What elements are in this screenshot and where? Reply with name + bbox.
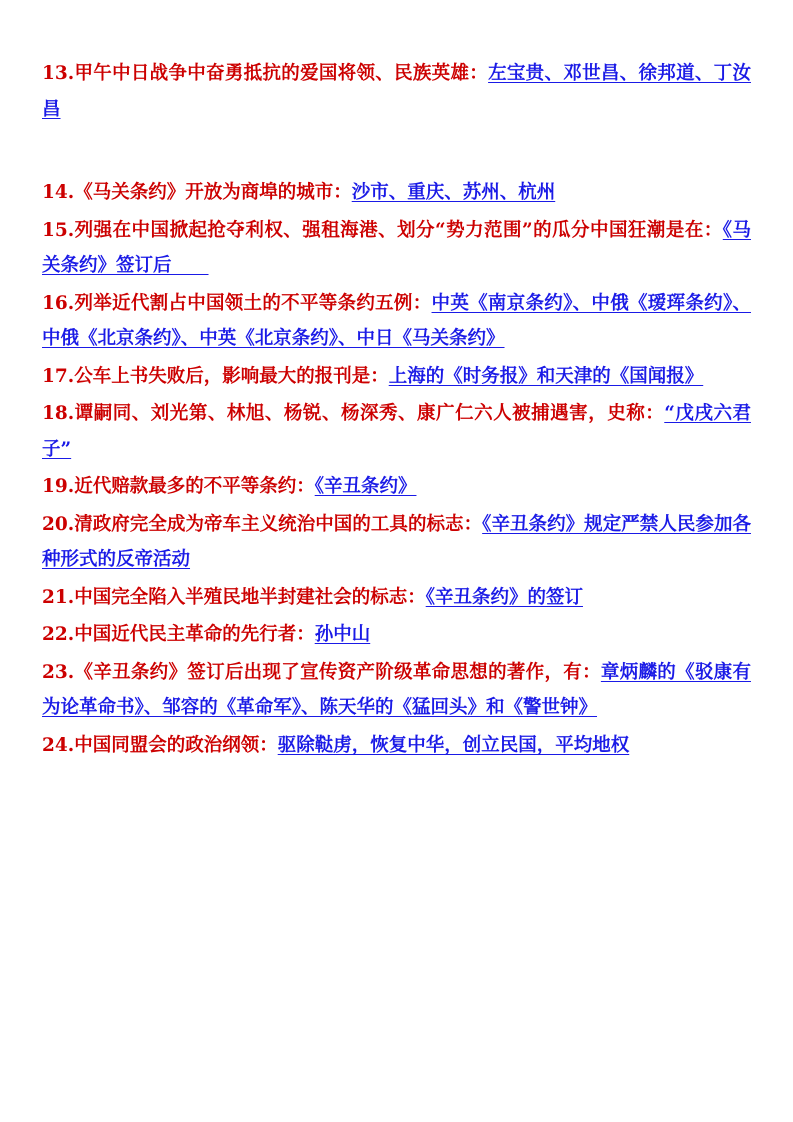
question-answer: “戊戌六君子” bbox=[42, 403, 751, 460]
question-number: 16. bbox=[42, 292, 75, 314]
question-answer: 《辛丑条约》 bbox=[314, 476, 417, 498]
question-answer: 中英《南京条约》、中俄《瑷珲条约》、中俄《北京条约》、中英《北京条约》、中日《马关条约》 bbox=[42, 292, 751, 350]
question-stem: 清政府完全成为帝车主义统治中国的工具的标志： bbox=[74, 513, 483, 535]
question-number: 20. bbox=[42, 513, 75, 535]
question-number: 15. bbox=[42, 219, 75, 241]
question-answer: 《辛丑条约》规定严禁人民参加各种形式的反帝活动 bbox=[42, 513, 751, 571]
question-number: 13. bbox=[42, 63, 75, 84]
question-answer: 驱除鞑虏，恢复中华，创立民国，平均地权 bbox=[277, 734, 630, 756]
question-answer: 《马关条约》签订后 bbox=[42, 219, 751, 277]
question-item bbox=[42, 507, 751, 578]
question-answer: 左宝贵、邓世昌、徐邦道、丁汝昌 bbox=[42, 63, 751, 120]
question-answer: 上海的《时务报》和天津的《国闻报》 bbox=[388, 365, 704, 387]
question-stem: 公车上书失败后，影响最大的报刊是： bbox=[74, 365, 389, 387]
question-item bbox=[42, 213, 751, 284]
question-number: 18. bbox=[42, 403, 75, 425]
question-item bbox=[42, 396, 751, 467]
question-stem: 《辛丑条约》签订后出现了宣传资产阶级革命思想的著作，有： bbox=[74, 661, 601, 683]
question-item bbox=[42, 617, 751, 653]
question-answer: 沙市、重庆、苏州、杭州 bbox=[351, 182, 556, 204]
question-answer: 孙中山 bbox=[314, 624, 371, 646]
question-number: 21. bbox=[42, 586, 75, 608]
document-body bbox=[42, 48, 751, 763]
question-stem: 列举近代割占中国领土的不平等条约五例： bbox=[74, 292, 432, 314]
question-number: 19. bbox=[42, 476, 75, 498]
paragraph-spacer bbox=[42, 129, 751, 175]
question-stem: 中国同盟会的政治纲领： bbox=[74, 734, 278, 756]
question-stem: 甲午中日战争中奋勇抵抗的爱国将领、民族英雄： bbox=[74, 63, 489, 84]
question-item bbox=[42, 359, 751, 395]
question-item bbox=[42, 469, 751, 505]
question-stem: 中国近代民主革命的先行者： bbox=[74, 624, 315, 646]
question-stem: 谭嗣同、刘光第、林旭、杨锐、杨深秀、康广仁六人被捕遇害，史称： bbox=[74, 403, 665, 425]
question-item bbox=[42, 175, 751, 211]
question-item bbox=[42, 580, 751, 616]
question-stem: 《马关条约》开放为商埠的城市： bbox=[74, 182, 352, 204]
question-number: 22. bbox=[42, 624, 75, 646]
question-answer: 章炳麟的《驳康有为论革命书》、邹容的《革命军》、陈天华的《猛回头》和《警世钟》 bbox=[42, 661, 751, 719]
question-stem: 列强在中国掀起抢夺利权、强租海港、划分“势力范围”的瓜分中国狂潮是在： bbox=[74, 219, 723, 241]
question-item bbox=[42, 728, 751, 764]
question-item bbox=[42, 56, 751, 127]
question-item bbox=[42, 286, 751, 357]
question-number: 14. bbox=[42, 182, 75, 204]
question-stem: 近代赔款最多的不平等条约： bbox=[74, 476, 315, 498]
question-answer: 《辛丑条约》的签订 bbox=[425, 586, 583, 608]
question-number: 23. bbox=[42, 661, 75, 683]
question-number: 17. bbox=[42, 365, 75, 387]
question-number: 24. bbox=[42, 734, 75, 756]
question-item bbox=[42, 655, 751, 726]
question-stem: 中国完全陷入半殖民地半封建社会的标志： bbox=[74, 586, 426, 608]
